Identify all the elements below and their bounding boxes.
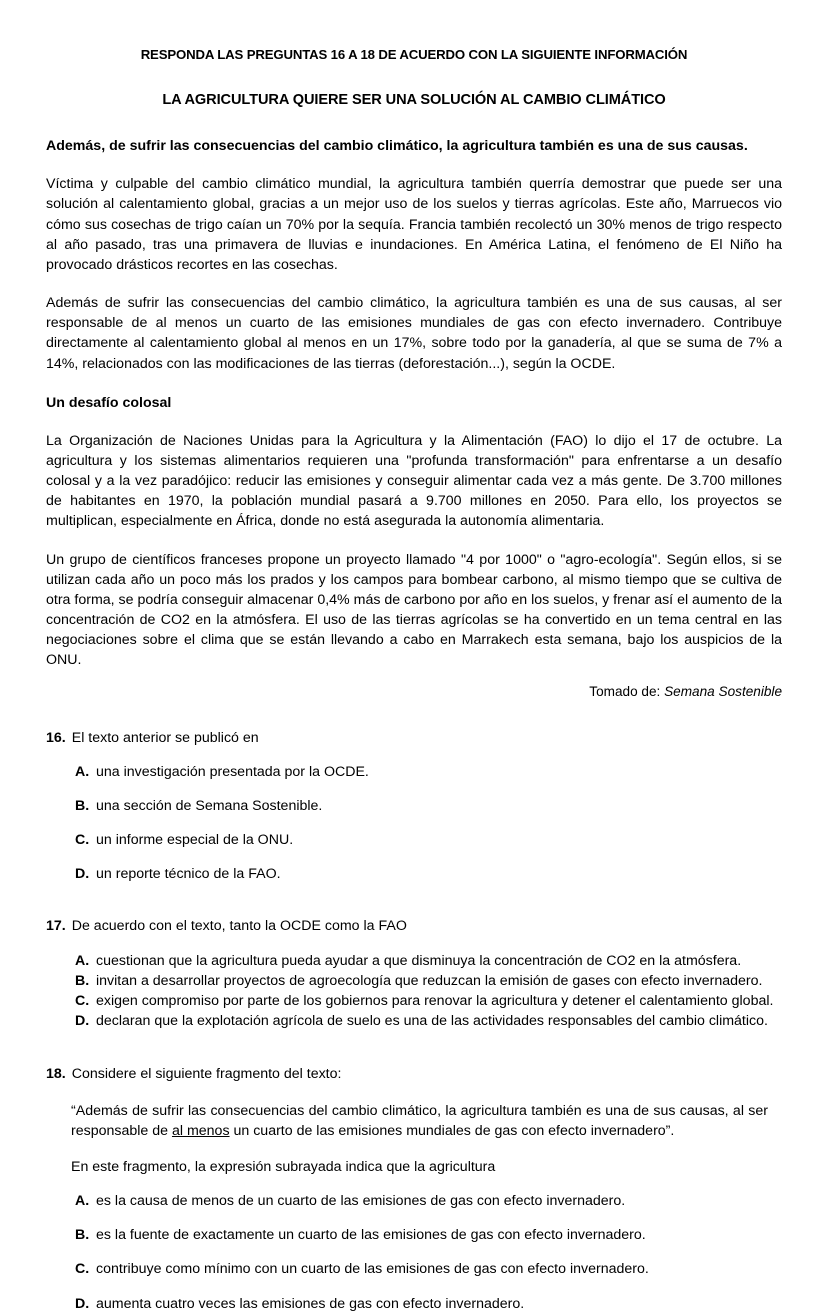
question-16-number: 16. (46, 729, 66, 746)
option-18-a[interactable] (75, 1191, 782, 1211)
option-18-c-letter: C. (75, 1261, 90, 1278)
option-18-c-text: contribuye como mínimo con un cuarto de las emisiones de gas con efecto invernadero. (96, 1261, 649, 1278)
option-17-a-text: cuestionan que la agricultura pueda ayudar a que disminuya la concentración de CO2 en la atmósfera. (96, 952, 742, 969)
option-17-d[interactable] (75, 1011, 782, 1031)
body-paragraph-1: Víctima y culpable del cambio climático mundial, la agricultura también querría demostrar que puede ser una solución al calentamiento global, gracias a un mejor uso de los suelos y tierras agrícolas. Este año, Marruecos vio cómo sus cosechas de trigo caían un 70% por la sequía. Francia también recolectó un 30% menos de trigo respecto al año pasado, tras una primavera de lluvias e inundaciones. En América Latina, el fenómeno de El Niño ha provocado drásticos recortes en las cosechas. (46, 176, 782, 273)
question-18-text: Considere el siguiente fragmento del texto: (71, 1066, 342, 1083)
option-16-a-text: una investigación presentada por la OCDE. (96, 764, 369, 781)
question-18-options (46, 1191, 782, 1314)
option-16-d-letter: D. (75, 866, 90, 883)
question-17 (46, 916, 782, 1032)
question-16-stem (46, 728, 782, 748)
option-17-b-text: invitan a desarrollar proyectos de agroecología que reduzcan la emisión de gases con efecto invernadero. (96, 972, 763, 989)
option-17-b-letter: B. (75, 972, 90, 989)
option-18-a-text: es la causa de menos de un cuarto de las emisiones de gas con efecto invernadero. (96, 1193, 626, 1210)
question-18-number: 18. (46, 1066, 66, 1083)
option-17-c[interactable] (75, 991, 782, 1011)
option-16-d[interactable] (75, 864, 782, 884)
fragment-text-before: “Además de sufrir las consecuencias del cambio climático, la agricultura también es una de sus causas, al ser responsable de (71, 1102, 768, 1139)
question-17-number: 17. (46, 917, 66, 934)
option-18-d-letter: D. (75, 1295, 90, 1312)
option-16-b[interactable] (75, 796, 782, 816)
attribution-prefix: Tomado de: (589, 683, 661, 699)
attribution-source: Semana Sostenible (664, 683, 782, 699)
question-17-options (46, 951, 782, 1032)
option-16-b-letter: B. (75, 798, 90, 815)
option-18-d-text: aumenta cuatro veces las emisiones de gas con efecto invernadero. (96, 1295, 525, 1312)
option-18-b[interactable] (75, 1225, 782, 1245)
option-16-a-letter: A. (75, 764, 90, 781)
question-18-stem (46, 1064, 782, 1084)
option-17-d-letter: D. (75, 1013, 90, 1030)
option-17-d-text: declaran que la explotación agrícola de suelo es una de las actividades responsables del cambio climático. (96, 1013, 768, 1030)
option-16-c-text: un informe especial de la ONU. (96, 832, 294, 849)
body-paragraph-3: La Organización de Naciones Unidas para la Agricultura y la Alimentación (FAO) lo dijo el 17 de octubre. La agricultura y los sistemas alimentarios requieren una "profunda transformación" para enfrentarse a un desafío colosal y a la vez paradójico: reducir las emisiones y conseguir alimentar cada vez a más gente. De 3.700 millones de habitantes en 1970, la población mundial pasará a 9.700 millones en 2050. Para ello, los proyectos se multiplican, especialmente en África, donde no está asegurada la autonomía alimentaria. (46, 432, 782, 530)
option-17-c-text: exigen compromiso por parte de los gobiernos para renovar la agricultura y detener el calentamiento global. (96, 993, 774, 1010)
lead-paragraph: Además, de sufrir las consecuencias del cambio climático, la agricultura también es una de sus causas. (46, 138, 748, 155)
fragment-underlined-phrase: al menos (171, 1122, 230, 1139)
fragment-text-after: un cuarto de las emisiones mundiales de gas con efecto invernadero”. (229, 1122, 675, 1139)
option-16-c[interactable] (75, 830, 782, 850)
question-18-fragment (46, 1101, 782, 1141)
question-16 (46, 728, 782, 885)
question-17-stem (46, 916, 782, 936)
question-17-text: De acuerdo con el texto, tanto la OCDE como la FAO (71, 917, 407, 934)
article-title: LA AGRICULTURA QUIERE SER UNA SOLUCIÓN AL CAMBIO CLIMÁTICO (162, 92, 666, 109)
section-subheading: Un desafío colosal (46, 394, 172, 411)
option-17-b[interactable] (75, 971, 782, 991)
question-16-options (46, 762, 782, 885)
question-18 (46, 1064, 782, 1313)
option-16-b-text: una sección de Semana Sostenible. (96, 798, 323, 815)
attribution (46, 682, 782, 701)
question-16-text: El texto anterior se publicó en (71, 729, 259, 746)
option-18-d[interactable] (75, 1294, 782, 1314)
question-18-followup: En este fragmento, la expresión subrayada indica que la agricultura (71, 1158, 496, 1175)
option-17-c-letter: C. (75, 993, 90, 1010)
option-17-a[interactable] (75, 951, 782, 971)
option-18-c[interactable] (75, 1259, 782, 1279)
body-paragraph-2: Además de sufrir las consecuencias del cambio climático, la agricultura también es una de sus causas, al ser responsable de al menos un cuarto de las emisiones mundiales de gas con efecto invernadero. Contribuye directamente al calentamiento global al menos en un 17%, sobre todo por la ganadería, al que se suma de 7% a 14%, relacionados con las modificaciones de las tierras (deforestación...), según la OCDE. (46, 295, 782, 372)
instruction-heading: RESPONDA LAS PREGUNTAS 16 A 18 DE ACUERDO CON LA SIGUIENTE INFORMACIÓN (140, 47, 688, 62)
option-16-a[interactable] (75, 762, 782, 782)
option-16-c-letter: C. (75, 832, 90, 849)
option-16-d-text: un reporte técnico de la FAO. (96, 866, 281, 883)
option-18-b-text: es la fuente de exactamente un cuarto de las emisiones de gas con efecto invernadero. (96, 1227, 646, 1244)
option-18-b-letter: B. (75, 1227, 90, 1244)
body-paragraph-4: Un grupo de científicos franceses propone un proyecto llamado "4 por 1000" o "agro-ecología". Según ellos, si se utilizan cada año un poco más los prados y los campos para bombear carbono, al mismo tiempo que se cultiva de otra forma, se podría conseguir almacenar 0,4% más de carbono por año en los suelos, y frenar así el aumento de la concentración de CO2 en la atmósfera. El uso de las tierras agrícolas se ha convertido en un tema central en las negociaciones sobre el clima que se están llevando a cabo en Marrakech esta semana, bajo los auspicios de la ONU. (46, 551, 782, 669)
option-18-a-letter: A. (75, 1193, 90, 1210)
option-17-a-letter: A. (75, 952, 90, 969)
